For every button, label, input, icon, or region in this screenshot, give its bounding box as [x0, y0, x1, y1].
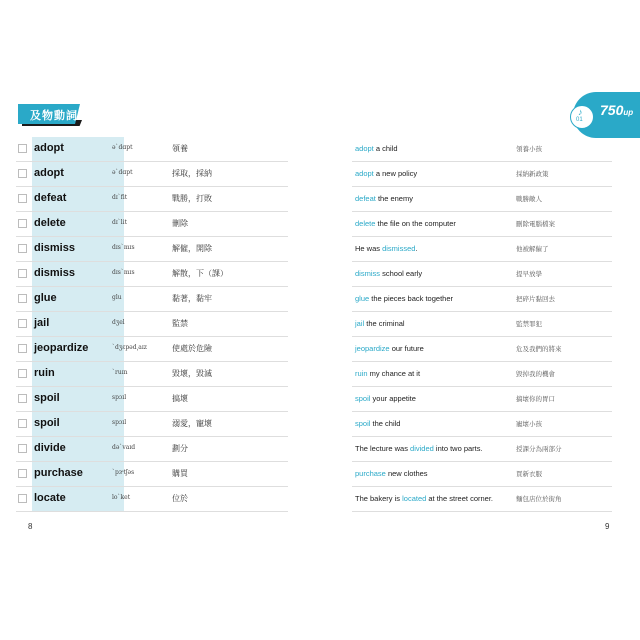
example-keyword: ruin	[355, 369, 368, 378]
phonetic: ə`dɑpt	[112, 144, 133, 151]
example-keyword: jail	[355, 319, 365, 328]
vocab-term: jail	[34, 317, 50, 329]
vocab-term: divide	[34, 442, 66, 454]
meaning: 戰勝，打敗	[172, 194, 212, 203]
example-sentence	[355, 494, 493, 503]
example-pre: The bakery is	[355, 494, 403, 503]
example-keyword: delete	[355, 219, 376, 228]
example-row	[352, 487, 612, 512]
example-keyword: spoil	[355, 419, 371, 428]
example-translation: 把碎片黏回去	[516, 295, 555, 303]
example-post: .	[415, 244, 418, 253]
vocab-row	[16, 362, 288, 387]
example-post: a new policy	[373, 169, 418, 178]
example-sentence	[355, 294, 453, 303]
phonetic: glu	[112, 294, 122, 301]
vocab-row	[16, 437, 288, 462]
example-sentence	[355, 169, 417, 178]
vocab-term: jeopardize	[34, 342, 89, 354]
example-translation: 領養小孩	[516, 145, 542, 153]
example-translation: 寵壞小孩	[516, 420, 542, 428]
example-post: the file on the computer	[375, 219, 456, 228]
example-translation: 麵包店位於街角	[516, 495, 562, 503]
phonetic: dɪs`mɪs	[112, 269, 135, 276]
meaning: 監禁	[172, 319, 188, 328]
phonetic: spɔɪl	[112, 419, 127, 426]
vocab-term: spoil	[34, 392, 60, 404]
audio-track-number: 01	[576, 117, 583, 123]
example-post: your appetite	[370, 394, 416, 403]
example-row	[352, 387, 612, 412]
phonetic: dɪs`mɪs	[112, 244, 135, 251]
phonetic: dɪ`fit	[112, 194, 128, 201]
meaning: 毀壞，毀滅	[172, 369, 212, 378]
vocab-term: adopt	[34, 167, 64, 179]
meaning: 領養	[172, 144, 188, 153]
checkbox[interactable]	[18, 344, 27, 353]
checkbox[interactable]	[18, 394, 27, 403]
example-keyword: spoil	[355, 394, 371, 403]
vocab-row	[16, 387, 288, 412]
checkbox[interactable]	[18, 269, 27, 278]
level-value: 750	[600, 102, 624, 118]
audio-track-icon[interactable]	[570, 105, 594, 129]
level-suffix: up	[623, 108, 634, 117]
meaning: 劃分	[172, 444, 188, 453]
phonetic: də`vaɪd	[112, 444, 136, 451]
example-sentence	[355, 144, 398, 153]
vocab-term: spoil	[34, 417, 60, 429]
vocab-row	[16, 212, 288, 237]
meaning: 溺愛，寵壞	[172, 419, 212, 428]
example-row	[352, 162, 612, 187]
level-badge	[573, 92, 640, 138]
phonetic: ə`dɑpt	[112, 169, 133, 176]
example-translation: 危及我們的將來	[516, 345, 562, 353]
checkbox[interactable]	[18, 244, 27, 253]
phonetic: `pɝtʃəs	[112, 469, 135, 476]
example-keyword: adopt	[355, 169, 374, 178]
phonetic: `dʒɛpəd͵aɪz	[112, 344, 147, 351]
example-sentence	[355, 194, 413, 203]
meaning: 解散，下（課）	[172, 269, 228, 278]
example-post: new clothes	[385, 469, 428, 478]
vocab-term: ruin	[34, 367, 55, 379]
phonetic: dʒel	[112, 319, 125, 326]
checkbox[interactable]	[18, 469, 27, 478]
example-post: a child	[373, 144, 398, 153]
example-translation: 搞壞你的胃口	[516, 395, 555, 403]
section-title: 及物動詞	[30, 110, 78, 122]
meaning: 搞壞	[172, 394, 188, 403]
vocab-term: dismiss	[34, 242, 75, 254]
checkbox[interactable]	[18, 294, 27, 303]
example-keyword: dismiss	[355, 269, 381, 278]
meaning: 黏著，黏牢	[172, 294, 212, 303]
meaning: 購買	[172, 469, 188, 478]
example-row	[352, 187, 612, 212]
meaning: 採取，採納	[172, 169, 212, 178]
vocab-term: adopt	[34, 142, 64, 154]
example-translation: 毀掉我的機會	[516, 370, 555, 378]
example-row	[352, 312, 612, 337]
meaning: 解僱，開除	[172, 244, 212, 253]
example-row	[352, 362, 612, 387]
example-translation: 採納新政策	[516, 170, 549, 178]
page-number-right: 9	[605, 522, 610, 531]
example-translation: 他被解僱了	[516, 245, 549, 253]
checkbox[interactable]	[18, 319, 27, 328]
phonetic: `ruɪn	[112, 369, 128, 376]
row-divider	[16, 511, 288, 512]
vocab-term: purchase	[34, 467, 83, 479]
example-post: our future	[389, 344, 424, 353]
vocab-row	[16, 162, 288, 187]
example-row	[352, 462, 612, 487]
example-keyword: purchase	[355, 469, 386, 478]
example-row	[352, 212, 612, 237]
vocab-row	[16, 287, 288, 312]
example-post: the criminal	[364, 319, 405, 328]
example-row	[352, 237, 612, 262]
example-sentence	[355, 244, 418, 253]
example-keyword: defeat	[355, 194, 376, 203]
example-sentence	[355, 419, 400, 428]
vocab-term: locate	[34, 492, 66, 504]
meaning: 位於	[172, 494, 188, 503]
example-sentence	[355, 444, 483, 453]
meaning: 使處於危險	[172, 344, 212, 353]
example-translation: 監禁罪犯	[516, 320, 542, 328]
vocab-term: defeat	[34, 192, 67, 204]
phonetic: lo`ket	[112, 494, 131, 501]
vocab-row	[16, 237, 288, 262]
example-keyword: glue	[355, 294, 370, 303]
example-sentence	[355, 319, 405, 328]
example-sentence	[355, 394, 416, 403]
example-sentence	[355, 269, 422, 278]
checkbox[interactable]	[18, 444, 27, 453]
example-post: into two parts.	[433, 444, 483, 453]
phonetic: dɪ`lit	[112, 219, 128, 226]
example-pre: He was	[355, 244, 383, 253]
checkbox[interactable]	[18, 169, 27, 178]
vocab-term: delete	[34, 217, 66, 229]
example-row	[352, 412, 612, 437]
example-post: the child	[370, 419, 401, 428]
example-row	[352, 337, 612, 362]
example-keyword: jeopardize	[355, 344, 390, 353]
vocab-row	[16, 487, 288, 512]
phonetic: spɔɪl	[112, 394, 127, 401]
example-keyword: divided	[410, 444, 434, 453]
vocab-row	[16, 312, 288, 337]
checkbox[interactable]	[18, 219, 27, 228]
checkbox[interactable]	[18, 369, 27, 378]
vocab-row	[16, 462, 288, 487]
level-label	[600, 102, 633, 118]
row-divider	[352, 511, 612, 512]
example-post: school early	[380, 269, 423, 278]
vocab-row	[16, 412, 288, 437]
example-list	[352, 137, 612, 512]
example-post: the enemy	[375, 194, 413, 203]
vocab-term: dismiss	[34, 267, 75, 279]
vocab-row	[16, 137, 288, 162]
example-row	[352, 437, 612, 462]
example-translation: 提早放學	[516, 270, 542, 278]
section-tag	[18, 104, 80, 126]
vocab-row	[16, 337, 288, 362]
checkbox[interactable]	[18, 494, 27, 503]
example-pre: The lecture was	[355, 444, 411, 453]
example-row	[352, 137, 612, 162]
example-keyword: adopt	[355, 144, 374, 153]
example-keyword: located	[402, 494, 427, 503]
example-sentence	[355, 344, 424, 353]
checkbox[interactable]	[18, 419, 27, 428]
vocab-row	[16, 187, 288, 212]
vocab-row	[16, 262, 288, 287]
checkbox[interactable]	[18, 144, 27, 153]
example-keyword: dismissed	[382, 244, 416, 253]
example-post: at the street corner.	[426, 494, 493, 503]
example-sentence	[355, 369, 420, 378]
music-note-icon: ♪	[578, 107, 583, 117]
meaning: 刪除	[172, 219, 188, 228]
example-row	[352, 287, 612, 312]
example-translation: 授課分為兩部分	[516, 445, 562, 453]
example-translation: 刪除電腦檔案	[516, 220, 555, 228]
example-sentence	[355, 219, 456, 228]
example-sentence	[355, 469, 428, 478]
vocabulary-list	[16, 137, 288, 512]
example-row	[352, 262, 612, 287]
example-post: my chance at it	[367, 369, 421, 378]
example-translation: 戰勝敵人	[516, 195, 542, 203]
example-translation: 買新衣服	[516, 470, 542, 478]
page-number-left: 8	[28, 522, 33, 531]
vocab-term: glue	[34, 292, 57, 304]
checkbox[interactable]	[18, 194, 27, 203]
example-post: the pieces back together	[369, 294, 453, 303]
